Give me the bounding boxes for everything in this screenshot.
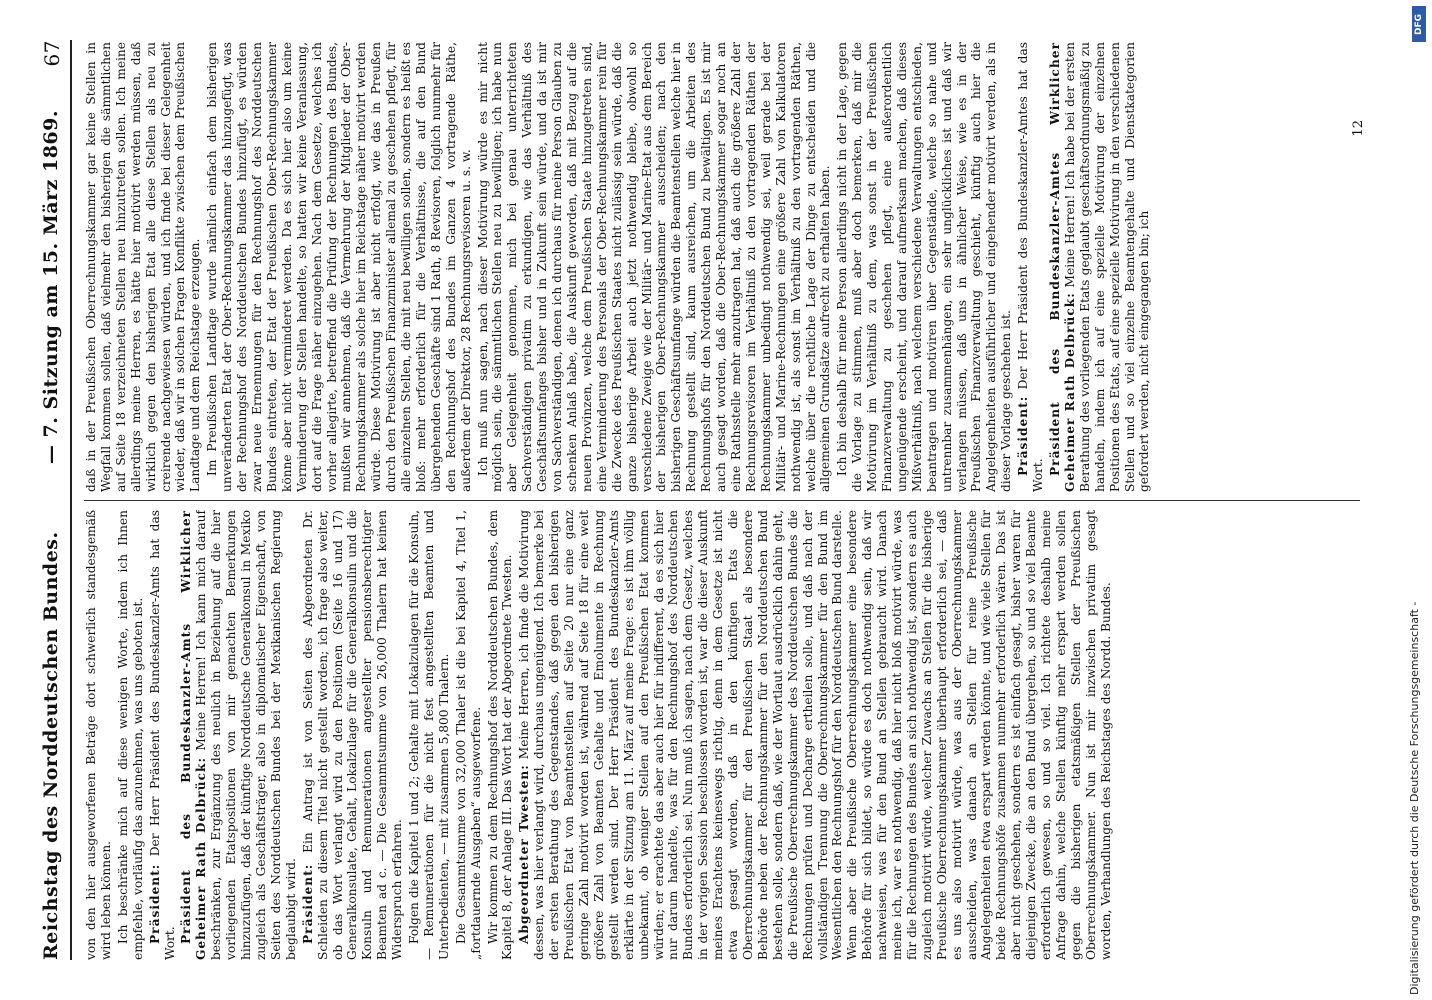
paragraph-text: Der Herr Präsident des Bundeskanzler-Amtes hat das Wort. — [1016, 42, 1046, 492]
paragraph-text: Ein Antrag ist von Seiten des Abgeordneten Dr. Schleiden zu diesem Titel nicht gestellt worden; ich frage also weiter, ob das Wort verlangt wird zu den Positionen (Seite 16 und 17) Generalkonsulate, Gehalt, Lokalzulage für die Generalkonsulin und die Konsuln und Remunerationen angestellter pensionsberechtigter Beamten ad c. — Die Gesammtsumme von 26,000 Thalern hat keinen Widerspruch erfahren. — [300, 510, 405, 960]
text-columns — [84, 40, 1360, 960]
column-left — [84, 510, 1360, 960]
text-paragraph — [116, 510, 146, 960]
speech-paragraph — [179, 510, 298, 960]
dfg-logo: DFG — [1412, 6, 1426, 42]
text-paragraph — [486, 510, 516, 960]
column-divider — [84, 500, 1360, 501]
speech-paragraph — [517, 510, 1113, 960]
text-paragraph — [84, 510, 114, 960]
speaker-name: Präsident: — [300, 863, 315, 944]
paragraph-text: von den hier ausgeworfenen Beträge dort schwerlich standesgemäß wird leben können. — [84, 510, 113, 960]
page-header — [36, 40, 72, 960]
text-paragraph — [476, 42, 834, 492]
page-number: 67 — [40, 40, 64, 67]
signature-mark: 12 — [1351, 120, 1366, 137]
text-paragraph — [205, 42, 473, 492]
paragraph-text: Meine Herren! Ich kann mich darauf beschränken, zur Ergänzung des neulich in Beziehung auf die hier vorliegenden Etatspositionen von mir gemachten Bemerkungen hinzuzufügen, daß der künftige Norddeutsche Generalkonsul in Mexiko zugleich als Geschäftsträger, also in diplomatischer Eigenschaft, von Seiten des Norddeutschen Bundes bei der Mexikanischen Regierung beglaubigt wird. — [194, 510, 298, 960]
text-paragraph — [84, 42, 203, 492]
paragraph-text: Die Gesammtsumme von 32,000 Thaler ist die bei Kapitel 4, Titel 1, „fortdauernde Ausgaben“ ausgeworfene. — [453, 510, 483, 960]
paragraph-text: Der Herr Präsident des Bundeskanzler-Amts hat das Wort. — [147, 510, 177, 960]
paragraph-text: Ich beschränke mich auf diese wenigen Worte, indem ich Ihnen empfehle, vorläufig das anzunehmen, was uns geboten ist. — [115, 510, 145, 960]
header-left: Reichstag des Norddeutschen Bundes. — [40, 531, 62, 960]
paragraph-text: Ich bin deshalb für meine Person allerdings nicht in der Lage, gegen die Vorlage zu stimmen, muß aber doch bemerken, daß mir die Motivirung im Verhältniß zu dem, was sonst in der Preußischen Finanzverwaltung zu geschehen pflegt, eine außerordentlich ungenügende erscheint, und darauf aufmerksam machen, daß dieses Mißverhältniß, nach welchem verschiedene Verwaltungen entschieden, beantragen und motiviren über Gegenstände, welche so nahe und untrennbar zusammenhängen, ein sehr unglückliches ist und daß wir verlangen müssen, daß uns in ähnlicher Weise, wie es in der Preußischen Finanzverwaltung geschieht, künftig auch hier die Angelegenheiten ausführlicher und eingehender motivirt werden, als in dieser Vorlage geschehen ist. — [835, 42, 1014, 492]
speech-paragraph — [1048, 42, 1152, 492]
paragraph-text: Meine Herren, ich finde die Motivirung dessen, was hier verlangt wird, durchaus ungenügend. Ich bemerke bei der ersten Berathung des Gegenstandes, daß gegen den bisherigen Preußischen Etat von Beamtenstellen auf Seite 20 nur eine ganz geringe Zahl motivirt worden ist, während auf Seite 18 für eine weit größere Zahl von Beamten Gehalte und Emolumente in Rechnung gestellt werden sind. Der Herr Präsident des Bundeskanzler-Amts erklärte in der Sitzung am 11. März auf meine Frage: es ist ihm völlig unbekannt, ob weniger Stellen auf den Preußischen Etat kommen würden; er erachtete das aber auch hier für indifferent, da es sich hier nur darum handelte, was für den Rechnungshof des Norddeutschen Bundes erforderlich sei. Nun muß ich sagen, nach dem Gesetz, welches in der vorigen Session beschlossen worden ist, war die dieser Auskunft meines Erachtens keineswegs richtig, denn in dem Gesetze ist nicht etwa gesagt worden, daß in den künftigen Etats die Oberrechnungskammer für den Preußischen Staat als besondere Behörde neben der Rechnungskammer für den Norddeutschen Bund bestehen solle, sondern daß, wie der Wortlaut ausdrücklich dahin geht, die Preußische Oberrechnungskammer des Norddeutschen Bundes die Rechnungen prüfen und Decharge ertheilen solle, und daß nach der vollständigen Trennung die Oberrechnungskammer für den Bund im Wesentlichen den Rechnungshof für den Norddeutschen Bund darstelle. Wenn aber die Preußische Oberrechnungskammer eine besondere Behörde für sich bildet, so würde es doch nothwendig sein, daß wir nachweisen, was für den Bund an Stellen gebraucht wird. Danach meine ich, war es nothwendig, daß hier nicht bloß motivirt würde, was für die Rechnungen des Bundes an sich nothwendig ist, sondern es auch zugleich motivirt würde, welcher Zuwachs an Stellen für die bisherige Preußische Oberrechnungskammer überhaupt erforderlich sei, — daß es uns also motivirt würde, was aus der Oberrechnungskammer ausscheiden, was danach an Stellen für reine Preußische Angelegenheiten etwa erspart werden könnte, und wie viele Stellen für beide Rechnungshöfe zusammen nunmehr erforderlich wären. Das ist aber nicht geschehen, sondern es ist einfach gesagt, bisher waren für diejenigen Zwecke, die an den Bund übergehen, so und so viel Beamte erforderlich gewesen, so und so viel. Ich richtete deshalb meine Anfrage dahin, welche Stellen künftig mehr erspart werden sollen gegen die bisherigen etatsmäßigen Stellen der Preußischen Oberrechnungskammer. Nun ist mir inzwischen privatim gesagt worden, Verhandlungen des Reichstages des Nordd. Bundes. — [517, 510, 1113, 960]
speaker-name: Präsident: — [147, 863, 162, 944]
speech-paragraph — [1016, 42, 1046, 492]
attribution-strip — [1400, 0, 1430, 1000]
paragraph-text: Ich muß nun sagen, nach dieser Motivirung würde es mir nicht möglich sein, die sämmtlichen Stellen neu zu bewilligen; ich habe nun aber Gelegenheit genommen, mich bei genau unterrichteten Sachverständigen privatim zu erkundigen, wie das Verhältniß des Geschäftsumfanges bisher und in Zukunft sein würde, und da ist mir von Sachverständigen, denen ich durchaus für meine Person Glauben zu schenken Anlaß habe, die Auskunft geworden, daß mit Bezug auf die neuen Provinzen, welche dem Preußischen Staate hinzugetreten sind, eine Verminderung des Personals der Ober-Rechnungskammer rein für die Zwecke des Preußischen Staates nicht zulässig sein würde, daß die ganze bisherige Arbeit auch jetzt nothwendig bleibe, obwohl so verschiedene Zweige wie der Militär- und Marine-Etat aus dem Bereich der bisherigen Ober-Rechnungskammer ausscheiden; nach den bisherigen Geschäftsumfange würden die Beamtenstellen welche hier in Rechnung gestellt sind, kaum ausreichen, um die Arbeiten des Rechnungshofs für den Norddeutschen Bund zu bewältigen. Es ist mir auch gesagt worden, daß die Ober-Rechnungskammer sogar noch an eine Rathsstelle mehr anzutragen hat, daß auch die größere Zahl der Rechnungsrevisoren im Verhältniß zu den vortragenden Räthen der Rechnungskammer unbedingt nothwendig sei, weil gerade bei der Militär- und Marine-Rechnungen eine größere Zahl von Kalkulatoren nothwendig ist, als sonst im Verhältniß zu den vortragenden Räthen, welche über die rechtliche Lage der Dinge zu entscheiden und die allgemeinen Grundsätze aufrecht zu erhalten haben. — [475, 42, 833, 492]
paragraph-text: Meine Herren! Ich habe bei der ersten Berathung des vorliegenden Etats geglaubt geschäftsordnungsmäßig zu handeln, indem ich auf eine spezielle Motivirung der einzelnen Positionen des Etats, auf eine spezielle Motivirung in den verschiedenen Stellen und so viel einzelne Beamtengehalte und Dienstkategorien gefordert werden, nicht eingegangen bin; ich — [1062, 42, 1152, 492]
text-paragraph — [407, 510, 452, 960]
header-right: — 7. Sitzung am 15. März 1869. — [40, 110, 62, 465]
text-paragraph — [835, 42, 1014, 492]
speech-paragraph — [301, 510, 405, 960]
speaker-name: Abgeordneter Twesten: — [517, 764, 532, 944]
paragraph-text: Wir kommen zu dem Rechnungshof des Norddeutschen Bundes, dem Kapitel 8, der Anlage III. Das Wort hat der Abgeordnete Twesten. — [485, 510, 515, 960]
speaker-name: Präsident: — [1016, 395, 1031, 476]
paragraph-text: Folgen die Kapitel 1 und 2; Gehalte mit Lokalzulagen für die Konsuln, — Remunerationen für die nicht fest angestellten Beamten und Unterbedienten, — mit zusammen 5,800 Thalern. — [407, 510, 451, 960]
speech-paragraph — [148, 510, 178, 960]
speaker-name: Präsident des Bundeskanzler-Amts Wirklicher Geheimer Rath Delbrück: — [179, 510, 209, 960]
paragraph-text: daß in der Preußischen Oberrechnungskammer gar keine Stellen in Wegfall kommen sollen, daß vielmehr den bisherigen die sämmtlichen auf Seite 18 verzeichneten Stellen neu hinzutreten sollen. Ich meine allerdings meine Herren, es hätte hier motivirt werden müssen, daß wirklich gegen den bisherigen Etat alle diese Stellen als neu zu creirende nachgewiesen würden, und ich finde bei dieser Gelegenheit wieder, daß wir in solchen Fragen Konflikte zwischen dem Preußischen Landtage und dem Reichstage erzeugen. — [84, 42, 203, 492]
text-paragraph — [454, 510, 484, 960]
speaker-name: Präsident des Bundeskanzler-Amtes Wirklicher Geheimer Rath Delbrück: — [1048, 42, 1077, 492]
paragraph-text: Im Preußischen Landtage wurde nämlich einfach dem bisherigen unveränderten Etat der Ober-Rechnungskammer das hinzugefügt, was der Rechnungshof des Norddeutschen Bundes hinzufügt, es würden zwar neue Ernennungen für den Rechnungshof des Norddeutschen Bundes eintreten, der Etat der Preußischen Ober-Rechnungskammer könne aber nicht verminderet werden. Da es sich hier also um keine Verminderung der Stellen handelte, so hatten wir keine Veranlassung, dort auf die Frage näher einzugehen. Nach dem Gesetze, welches ich vorher allegirte, betreffend die Prüfung der Rechnungen des Bundes, mußten wir annehmen, daß die Vermehrung der Mitglieder der Ober-Rechnungskammer als solche hier im Reichstage näher motivirt werden würde. Diese Motivirung ist aber nicht erfolgt, wie das in Preußen durch den Preußischen Finanzminister allemal zu geschehen pflegt, für alle einzelnen Stellen, die mit neu bewilligen sollen, sondern es heißt es bloß: mehr erforderlich für die Verhältnisse, die auf den Bund übergehenden Geschäfte sind 1 Rath, 8 Revisoren, folglich nunmehr für den Rechnungshof des Bundes im Ganzen 4 vortragende Räthe, außerdem der Direktor, 28 Rechnungsrevisoren u. s. w. — [205, 42, 473, 492]
column-right — [84, 42, 1360, 492]
attribution-text: Digitalisierung gefördert durch die Deutsche Forschungsgemeinschaft - — [1408, 601, 1421, 995]
